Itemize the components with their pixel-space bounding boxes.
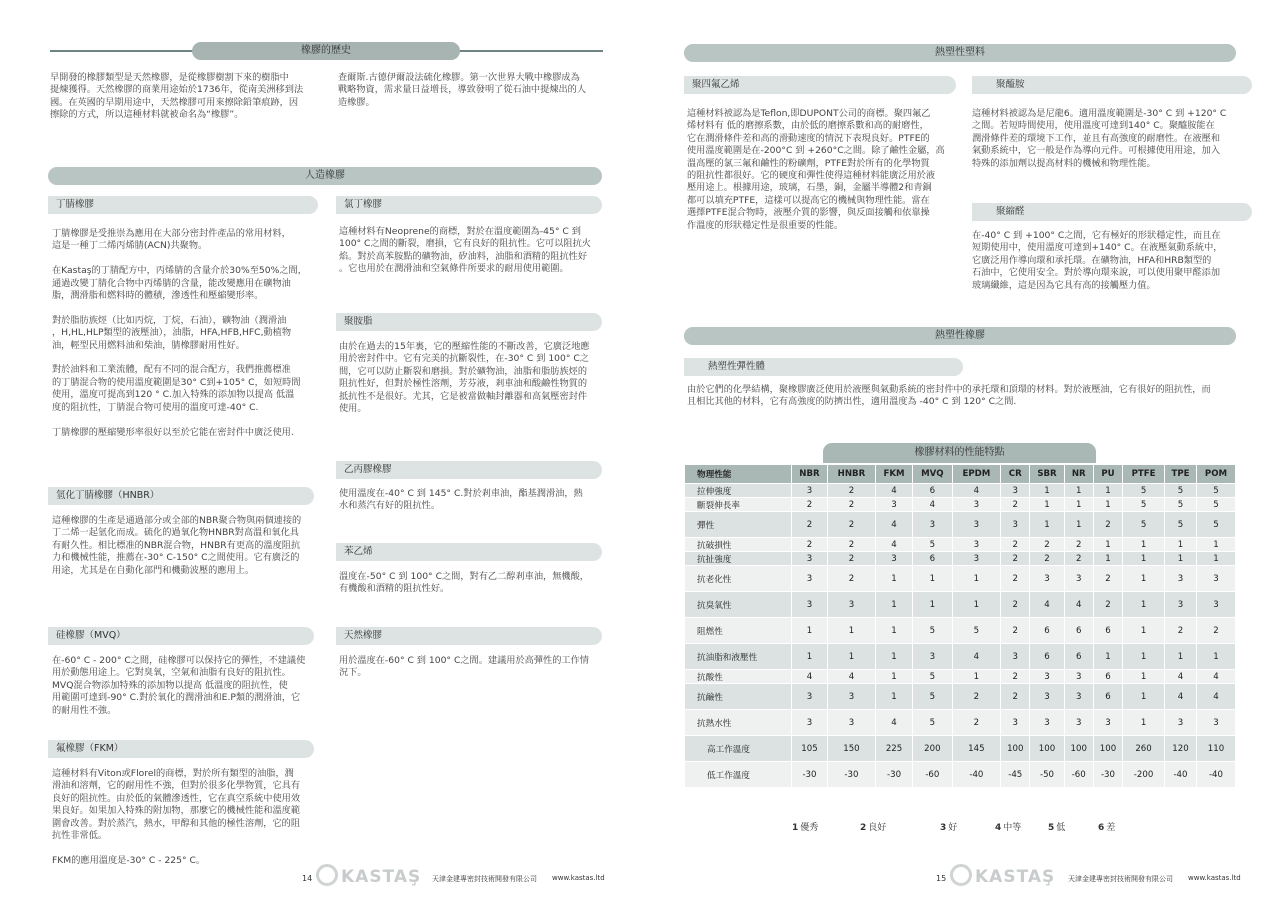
- table-cell: 225: [875, 736, 912, 762]
- left-logo-text: KASTAŞ: [341, 867, 422, 887]
- nbr-body: 丁腈橡膠是受推崇為應用在大部分密封件產品的常用材料， 這是一種丁二烯丙烯腈(ACN)共聚物。 在Kastaş的丁腈配方中，丙烯腈的含量介於30%至50%之間， 通過改變丁腈化合物中丙烯腈的含量，能改變應用在礦物油 脂，潤滑脂和燃料時的體積，滲透性和壓縮變形率。 對於脂肪族烴（比如丙烷，丁烷，石油），礦物油（潤滑油 ，H,HL,HLP類型的液壓油），油脂，HFA,HFB,HFC,動植物 油，輕型民用燃料油和柴油，腈橡膠耐用性好。 對於油料和工業流體，配有不同的混合配方，我們推薦標准 的丁腈混合物的使用溫度範圍是30° C到+105° C，如短時間 使用，溫度可提高到120 ° C.加入特殊的添加物以提高 低溫 度的阻抗性，丁腈混合物可使用的溫度可達-40° C. 丁腈橡膠的壓縮變形率很好以至於它能在密封件中廣泛使用.: [52, 228, 307, 438]
- table-row: [685, 538, 1236, 552]
- table-cell: 3: [827, 592, 875, 618]
- table-cell: -30: [875, 762, 912, 788]
- table-row: [685, 618, 1236, 644]
- table-row-label: 抗破損性: [685, 538, 792, 552]
- table-cell: -40: [1164, 762, 1196, 788]
- table-cell: 1: [1123, 566, 1165, 592]
- table-cell: 2: [1196, 618, 1235, 644]
- table-cell: 1: [952, 566, 1001, 592]
- table-cell: 2: [1001, 498, 1030, 512]
- table-cell: 150: [827, 736, 875, 762]
- fkm-body: 這種材料有Viton或Florel的商標，對於所有類型的油脂，潤 滑油和溶劑，它的耐用性不強，但對於很多化學物質，它具有 良好的阻抗性。由於低的氣體滲透性，它在真空系統中使用效 果良好。如果加入特殊的附加物，那麼它的機械性能和溫度範 圍會改善。對於蒸汽，熱水，甲醇和其他的極性溶劑，它的阻 抗性非常低。 FKM的應用溫度是-30° C - 225° C。: [52, 768, 301, 866]
- table-cell: 5: [913, 710, 953, 736]
- table-cell: 1: [1030, 484, 1064, 498]
- table-header-cell: TPE: [1164, 465, 1196, 484]
- table-row-label: 抗酸性: [685, 670, 792, 684]
- table-cell: 3: [1196, 592, 1235, 618]
- table-row: [685, 592, 1236, 618]
- left-website: www.kastas.ltd: [552, 874, 605, 882]
- table-row: [685, 512, 1236, 538]
- legend-item: [1048, 820, 1065, 833]
- table-row-label: 抗熱水性: [685, 710, 792, 736]
- table-cell: 4: [875, 484, 912, 498]
- legend-num: 5: [1048, 823, 1055, 833]
- sbr-title: 苯乙烯: [336, 543, 602, 561]
- table-cell: 1: [1164, 644, 1196, 670]
- table-cell: 145: [952, 736, 1001, 762]
- table-cell: 1: [875, 592, 912, 618]
- table-cell: 4: [952, 484, 1001, 498]
- table-row-label: 拉伸強度: [685, 484, 792, 498]
- legend-num: 1: [792, 823, 799, 833]
- table-cell: 1: [1123, 538, 1165, 552]
- table-cell: 3: [1064, 684, 1093, 710]
- table-cell: 2: [1001, 592, 1030, 618]
- table-cell: 5: [1164, 484, 1196, 498]
- table-row: [685, 484, 1236, 498]
- table-header-cell: SBR: [1030, 465, 1064, 484]
- table-cell: 4: [952, 644, 1001, 670]
- table-cell: 2: [952, 710, 1001, 736]
- legend-num: 4: [995, 823, 1002, 833]
- table-cell: 2: [1001, 538, 1030, 552]
- table-legend: [792, 820, 1232, 834]
- legend-item: [940, 820, 957, 833]
- table-cell: 105: [792, 736, 828, 762]
- table-cell: 4: [875, 538, 912, 552]
- table-header-cell: CR: [1001, 465, 1030, 484]
- table-cell: 4: [827, 670, 875, 684]
- table-row-label: 抗扯強度: [685, 552, 792, 566]
- table-row-label: 阻燃性: [685, 618, 792, 644]
- table-cell: 1: [1093, 538, 1122, 552]
- table-cell: 4: [875, 512, 912, 538]
- table-cell: 4: [792, 670, 828, 684]
- logo-ring-icon: [950, 864, 972, 886]
- table-cell: 3: [1030, 710, 1064, 736]
- table-cell: 2: [792, 498, 828, 512]
- table-cell: 1: [1123, 592, 1165, 618]
- table-cell: 6: [1064, 644, 1093, 670]
- legend-item: [792, 820, 818, 833]
- table-cell: 3: [1093, 710, 1122, 736]
- legend-text: 低: [1056, 823, 1066, 833]
- table-cell: 3: [913, 644, 953, 670]
- table-cell: 1: [952, 592, 1001, 618]
- table-cell: 3: [1064, 670, 1093, 684]
- table-row: [685, 644, 1236, 670]
- table-cell: -30: [1093, 762, 1122, 788]
- table-cell: 3: [1030, 566, 1064, 592]
- table-cell: 1: [1064, 512, 1093, 538]
- ptfe-body: 這種材料被認為是Teflon,即DUPONT公司的商標。聚四氟乙 烯材料有 低的磨擦系數，由於低的磨擦系數和高的耐磨性， 它在潤滑條件差和高的滑動速度的情況下表現良好。PTFE的 使用溫度範圍是在-200°C 到 +260°C之間。除了鹼性金屬，高 溫高壓的氯三氟和鹼性的粉礦劑，PTFE對於所有的化學物質 的阻抗性都很好。它的硬度和彈性使得這種材料能廣泛用於液 壓用途上。根據用途，玻璃，石墨，銅，金屬半導體2和青銅 都可以填充PTFE，這樣可以提高它的機械與物理性能。當在 選擇PTFE混合物時，液壓介質的影響，與反面接觸和依靠操 作溫度的形狀穩定性是很重要的性能。: [687, 108, 945, 231]
- table-cell: 4: [875, 710, 912, 736]
- table-header-label: 物理性能: [685, 465, 792, 484]
- pu-body: 由於在過去的15年裏，它的壓縮性能的不斷改善，它廣泛地應 用於密封件中。它有完美的抗斷裂性，在-30° C 到 100° C之 間，它可以防止斷裂和磨損。對於礦物油，油脂和脂肪族烴的 阻抗性好，但對於極性溶劑，芳芬液，剎車油和酸鹼性物質的 抵抗性不是很好。尤其，它是被當做軸封離器和高氣壓密封件 使用。: [339, 341, 590, 415]
- table-cell: 5: [1196, 498, 1235, 512]
- table-cell: 1: [913, 566, 953, 592]
- table-cell: 2: [792, 538, 828, 552]
- table-cell: 2: [1093, 592, 1122, 618]
- table-cell: 3: [1064, 566, 1093, 592]
- legend-num: 3: [940, 823, 947, 833]
- table-cell: 1: [1123, 710, 1165, 736]
- table-cell: 3: [1001, 644, 1030, 670]
- table-cell: 6: [1030, 644, 1064, 670]
- ptfe-title: 聚四氟乙烯: [684, 76, 956, 94]
- pom-title: 聚縮醛: [972, 203, 1252, 221]
- table-cell: 1: [792, 644, 828, 670]
- table-cell: 3: [1001, 484, 1030, 498]
- table-cell: 3: [792, 566, 828, 592]
- table-cell: 3: [1030, 684, 1064, 710]
- table-cell: 1: [1093, 484, 1122, 498]
- table-cell: 3: [913, 512, 953, 538]
- history-col2: 查爾斯.古德伊爾設法硫化橡膠。第一次世界大戰中橡膠成為 戰略物資，需求量日益增長，導致發明了從石油中提煉出的人 造橡膠。: [338, 72, 587, 108]
- table-header-cell: NBR: [792, 465, 828, 484]
- table-cell: 1: [1196, 538, 1235, 552]
- tpe-body: 由於它們的化學結構，聚橡膠廣泛使用於液壓與氣動系統的密封件中的承托環和頂環的材料。對於液壓油，它有很好的阻抗性，而 且相比其他的材料，它有高強度的防擠出性，適用溫度為 -40° C 到 120° C之間.: [687, 384, 1211, 408]
- table-row-label: 斷裂伸長率: [685, 498, 792, 512]
- table-cell: 6: [1093, 670, 1122, 684]
- table-cell: 2: [827, 498, 875, 512]
- logo-ring-icon: [316, 864, 338, 886]
- table-cell: 1: [1093, 552, 1122, 566]
- table-cell: 3: [1196, 710, 1235, 736]
- table-cell: -30: [792, 762, 828, 788]
- table-row-label: 彈性: [685, 512, 792, 538]
- table-cell: 3: [1001, 512, 1030, 538]
- legend-text: 優秀: [800, 823, 819, 833]
- table-cell: 3: [827, 684, 875, 710]
- table-cell: 2: [827, 538, 875, 552]
- table-cell: 3: [1164, 592, 1196, 618]
- table-cell: 3: [875, 498, 912, 512]
- right-logo-text: KASTAŞ: [975, 867, 1056, 887]
- tpe-sub-title: 熱塑性彈性體: [684, 358, 963, 376]
- table-row-label: 抗老化性: [685, 566, 792, 592]
- table-header-cell: POM: [1196, 465, 1235, 484]
- table-cell: 5: [1164, 498, 1196, 512]
- table-cell: 2: [1001, 566, 1030, 592]
- table-cell: 100: [1064, 736, 1093, 762]
- mvq-title: 硅橡膠（MVQ）: [48, 627, 314, 645]
- table-cell: 1: [1123, 670, 1165, 684]
- thermoplastics-title: 熱塑性塑料: [684, 44, 1236, 62]
- table-cell: 5: [1123, 512, 1165, 538]
- table-cell: 2: [1064, 552, 1093, 566]
- table-cell: 2: [827, 484, 875, 498]
- table-cell: 1: [875, 670, 912, 684]
- table-cell: 5: [1196, 484, 1235, 498]
- table-cell: 1: [1123, 618, 1165, 644]
- pu-title: 聚胺脂: [336, 313, 602, 331]
- table-cell: 2: [952, 684, 1001, 710]
- nr-body: 用於溫度在-60° C 到 100° C之間。建議用於高彈性的工作情 況下。: [339, 655, 589, 679]
- table-cell: -40: [1196, 762, 1235, 788]
- table-cell: 3: [1064, 710, 1093, 736]
- table-cell: 1: [827, 618, 875, 644]
- table-row-label: 抗臭氧性: [685, 592, 792, 618]
- table-cell: 2: [1030, 538, 1064, 552]
- table-cell: 2: [1093, 566, 1122, 592]
- table-cell: 100: [1030, 736, 1064, 762]
- table-cell: 3: [1030, 670, 1064, 684]
- table-cell: 1: [1123, 644, 1165, 670]
- synthetic-title: 人造橡膠: [48, 167, 602, 185]
- tpe-section-title: 熱塑性橡膠: [684, 327, 1236, 345]
- table-cell: 3: [792, 710, 828, 736]
- table-title: 橡膠材料的性能特點: [823, 443, 1096, 463]
- table-header-cell: PTFE: [1123, 465, 1165, 484]
- table-cell: 4: [1164, 684, 1196, 710]
- table-header-cell: FKM: [875, 465, 912, 484]
- hnbr-title: 氫化丁腈橡膠（HNBR）: [48, 487, 314, 505]
- mvq-body: 在-60° C - 200° C之間，硅橡膠可以保持它的彈性，不建議使 用於動態用途上。它對臭氧，空氣和油脂有良好的阻抗性。 MVQ混合物添加特殊的添加物以提高 低溫度的阻抗性，使 用範圍可達到-90° C.對於氧化的潤滑油和E.P類的潤滑油，它 的耐用性不強。: [52, 655, 306, 716]
- table-cell: 200: [913, 736, 953, 762]
- legend-text: 中等: [1003, 823, 1022, 833]
- right-logo: [950, 864, 1055, 887]
- table-cell: 6: [1064, 618, 1093, 644]
- pa-body: 這種材料被認為是尼龍6。適用溫度範圍是-30° C 到 +120° C 之間。若短時間使用，使用溫度可達到140° C。聚醯胺能在 潤滑條件差的環境下工作，並且有高強度的耐磨性。在液壓和 氣動系統中，它一般是作為導向元件。可根據使用用途，加入 特殊的添加劑以提高材料的機械和物理性能。: [972, 108, 1227, 169]
- table-cell: 3: [1164, 566, 1196, 592]
- left-company: 天津金建專密封技術開發有限公司: [432, 875, 537, 883]
- table-cell: 6: [913, 484, 953, 498]
- table-row: [685, 498, 1236, 512]
- legend-item: [860, 820, 886, 833]
- table-cell: 2: [1001, 670, 1030, 684]
- table-cell: 2: [1030, 552, 1064, 566]
- properties-table: [684, 464, 1236, 788]
- table-cell: -200: [1123, 762, 1165, 788]
- table-cell: 4: [1064, 592, 1093, 618]
- table-cell: 1: [875, 618, 912, 644]
- table-cell: 5: [952, 618, 1001, 644]
- table-cell: 1: [1030, 498, 1064, 512]
- history-col1: 早開發的橡膠類型是天然橡膠，是從橡膠樹割下來的樹脂中 提煉獲得。天然橡膠的商業用途始於1736年，從南美洲移到法 國。在英國的早期用途中，天然橡膠可用來擦除鉛筆痕跡，因 擦除的方式，所以這種材料就被命名為“橡膠”。: [50, 72, 304, 121]
- epdm-title: 乙丙膠橡膠: [336, 461, 602, 479]
- table-cell: 3: [827, 710, 875, 736]
- table-cell: 1: [1196, 552, 1235, 566]
- table-cell: 2: [1164, 618, 1196, 644]
- table-cell: 1: [875, 684, 912, 710]
- table-cell: 5: [913, 618, 953, 644]
- table-cell: 6: [1093, 684, 1122, 710]
- fkm-title: 氟橡膠（FKM）: [48, 740, 314, 758]
- table-row: [685, 736, 1236, 762]
- table-cell: 1: [1064, 484, 1093, 498]
- table-cell: 1: [827, 644, 875, 670]
- table-cell: 3: [875, 552, 912, 566]
- table-cell: 4: [913, 498, 953, 512]
- table-row-label: 高工作溫度: [685, 736, 792, 762]
- table-cell: 4: [1196, 670, 1235, 684]
- table-cell: 5: [913, 538, 953, 552]
- table-cell: 1: [875, 566, 912, 592]
- table-cell: 5: [1196, 512, 1235, 538]
- table-row-label: 低工作溫度: [685, 762, 792, 788]
- legend-text: 良好: [868, 823, 887, 833]
- table-header-cell: NR: [1064, 465, 1093, 484]
- table-header-cell: EPDM: [952, 465, 1001, 484]
- table-cell: 3: [1196, 566, 1235, 592]
- pa-title: 聚醯胺: [972, 76, 1252, 94]
- table-cell: 5: [1123, 498, 1165, 512]
- table-cell: 1: [792, 618, 828, 644]
- table-cell: 2: [1001, 684, 1030, 710]
- table-cell: 4: [1196, 684, 1235, 710]
- table-cell: 110: [1196, 736, 1235, 762]
- table-cell: 5: [913, 670, 953, 684]
- epdm-body: 使用溫度在-40° C 到 145° C.對於剎車油，酯基潤滑油，熱 水和蒸汽有好的阻抗性。: [339, 488, 583, 512]
- table-row-label: 抗油脂和液壓性: [685, 644, 792, 670]
- table-header-row: [685, 465, 1236, 484]
- table-row: [685, 710, 1236, 736]
- table-cell: 2: [827, 566, 875, 592]
- table-cell: 5: [1164, 512, 1196, 538]
- table-cell: 3: [792, 592, 828, 618]
- table-cell: -60: [1064, 762, 1093, 788]
- table-cell: -60: [913, 762, 953, 788]
- table-cell: 1: [1123, 684, 1165, 710]
- table-cell: 260: [1123, 736, 1165, 762]
- table-cell: 120: [1164, 736, 1196, 762]
- table-cell: 1: [1093, 498, 1122, 512]
- table-cell: 1: [1123, 552, 1165, 566]
- table-cell: 3: [952, 512, 1001, 538]
- table-cell: 5: [913, 684, 953, 710]
- table-header-cell: PU: [1093, 465, 1122, 484]
- right-website: www.kastas.ltd: [1188, 874, 1241, 882]
- table-cell: 2: [1001, 618, 1030, 644]
- table-cell: 3: [952, 498, 1001, 512]
- table-cell: 3: [952, 538, 1001, 552]
- left-page-number: 14: [302, 874, 313, 883]
- table-row: [685, 566, 1236, 592]
- history-title: 橡膠的歷史: [192, 42, 460, 60]
- table-cell: 1: [1196, 644, 1235, 670]
- table-cell: 4: [1030, 592, 1064, 618]
- sbr-body: 溫度在-50° C 到 100° C之間，對有乙二醇剎車油，無機酸， 有機酸和酒精的阻抗性好。: [339, 571, 589, 595]
- table-cell: 100: [1001, 736, 1030, 762]
- pom-body: 在-40° C 到 +100° C之間，它有極好的形狀穩定性，而且在 短期使用中，使用溫度可達到+140° C。在液壓氣動系統中， 它廣泛用作導向環和承托環。在礦物油，HFA和HRB類型的 石油中，它使用安全。對於導向環來說，可以使用聚甲醛添加 玻璃纖維，這是因為它具有高的接觸壓力值。: [972, 230, 1223, 291]
- table-row: [685, 670, 1236, 684]
- table-cell: 6: [1030, 618, 1064, 644]
- cr-body: 這種材料有Neoprene的商標，對於在溫度範圍為-45° C 到 100° C之間的斷裂，磨損，它有良好的阻抗性。它可以阻抗火 焰。對於高苯胺點的礦物油，矽油料，油脂和酒精的阻抗性好 。它也用於在潤滑油和空氣條件所要求的耐用使用範圍。: [339, 226, 591, 275]
- table-cell: 2: [1064, 538, 1093, 552]
- table-header-cell: MVQ: [913, 465, 953, 484]
- table-cell: -50: [1030, 762, 1064, 788]
- nr-title: 天然橡膠: [336, 627, 602, 645]
- table-cell: 1: [1164, 552, 1196, 566]
- legend-num: 2: [860, 823, 867, 833]
- right-page-number: 15: [936, 874, 947, 883]
- table-cell: 2: [1001, 552, 1030, 566]
- right-company: 天津金建專密封技術開發有限公司: [1068, 875, 1173, 883]
- table-cell: 6: [1093, 618, 1122, 644]
- table-cell: 1: [875, 644, 912, 670]
- table-cell: 1: [1064, 498, 1093, 512]
- table-cell: -40: [952, 762, 1001, 788]
- nbr-title: 丁腈橡膠: [48, 196, 318, 214]
- legend-item: [995, 820, 1021, 833]
- table-cell: 5: [1123, 484, 1165, 498]
- table-cell: 3: [1164, 710, 1196, 736]
- table-cell: 4: [1164, 670, 1196, 684]
- table-cell: 1: [1164, 538, 1196, 552]
- legend-item: [1098, 820, 1115, 833]
- legend-text: 好: [948, 823, 958, 833]
- table-cell: 3: [792, 684, 828, 710]
- table-cell: 2: [792, 512, 828, 538]
- hnbr-body: 這種橡膠的生產是通過部分或全部的NBR聚合物與兩個連接的 丁二烯一起氫化而成。硫化的過氧化物HNBR對高溫和氧化具 有耐久性。相比標准的NBR混合物，HNBR有更高的溫度阻抗 力和機械性能，推薦在-30° C-150° C之間使用。它有廣泛的 用途，尤其是在自動化部門和機動波壓的應用上。: [52, 515, 302, 576]
- table-cell: 2: [827, 552, 875, 566]
- table-row-label: 抗鹼性: [685, 684, 792, 710]
- table-cell: 2: [827, 512, 875, 538]
- table-row: [685, 684, 1236, 710]
- table-cell: 6: [913, 552, 953, 566]
- table-cell: 1: [1030, 512, 1064, 538]
- legend-num: 6: [1098, 823, 1105, 833]
- table-row: [685, 762, 1236, 788]
- table-header-cell: HNBR: [827, 465, 875, 484]
- left-logo: [316, 864, 421, 887]
- table-cell: -30: [827, 762, 875, 788]
- table-cell: 3: [1001, 710, 1030, 736]
- table-cell: -45: [1001, 762, 1030, 788]
- table-cell: 100: [1093, 736, 1122, 762]
- table-cell: 1: [952, 670, 1001, 684]
- table-row: [685, 552, 1236, 566]
- table-cell: 3: [792, 552, 828, 566]
- table-cell: 3: [952, 552, 1001, 566]
- table-cell: 1: [913, 592, 953, 618]
- table-cell: 2: [1093, 512, 1122, 538]
- table-cell: 1: [1093, 644, 1122, 670]
- legend-text: 差: [1106, 823, 1116, 833]
- table-cell: 3: [792, 484, 828, 498]
- cr-title: 氯丁橡膠: [336, 196, 602, 214]
